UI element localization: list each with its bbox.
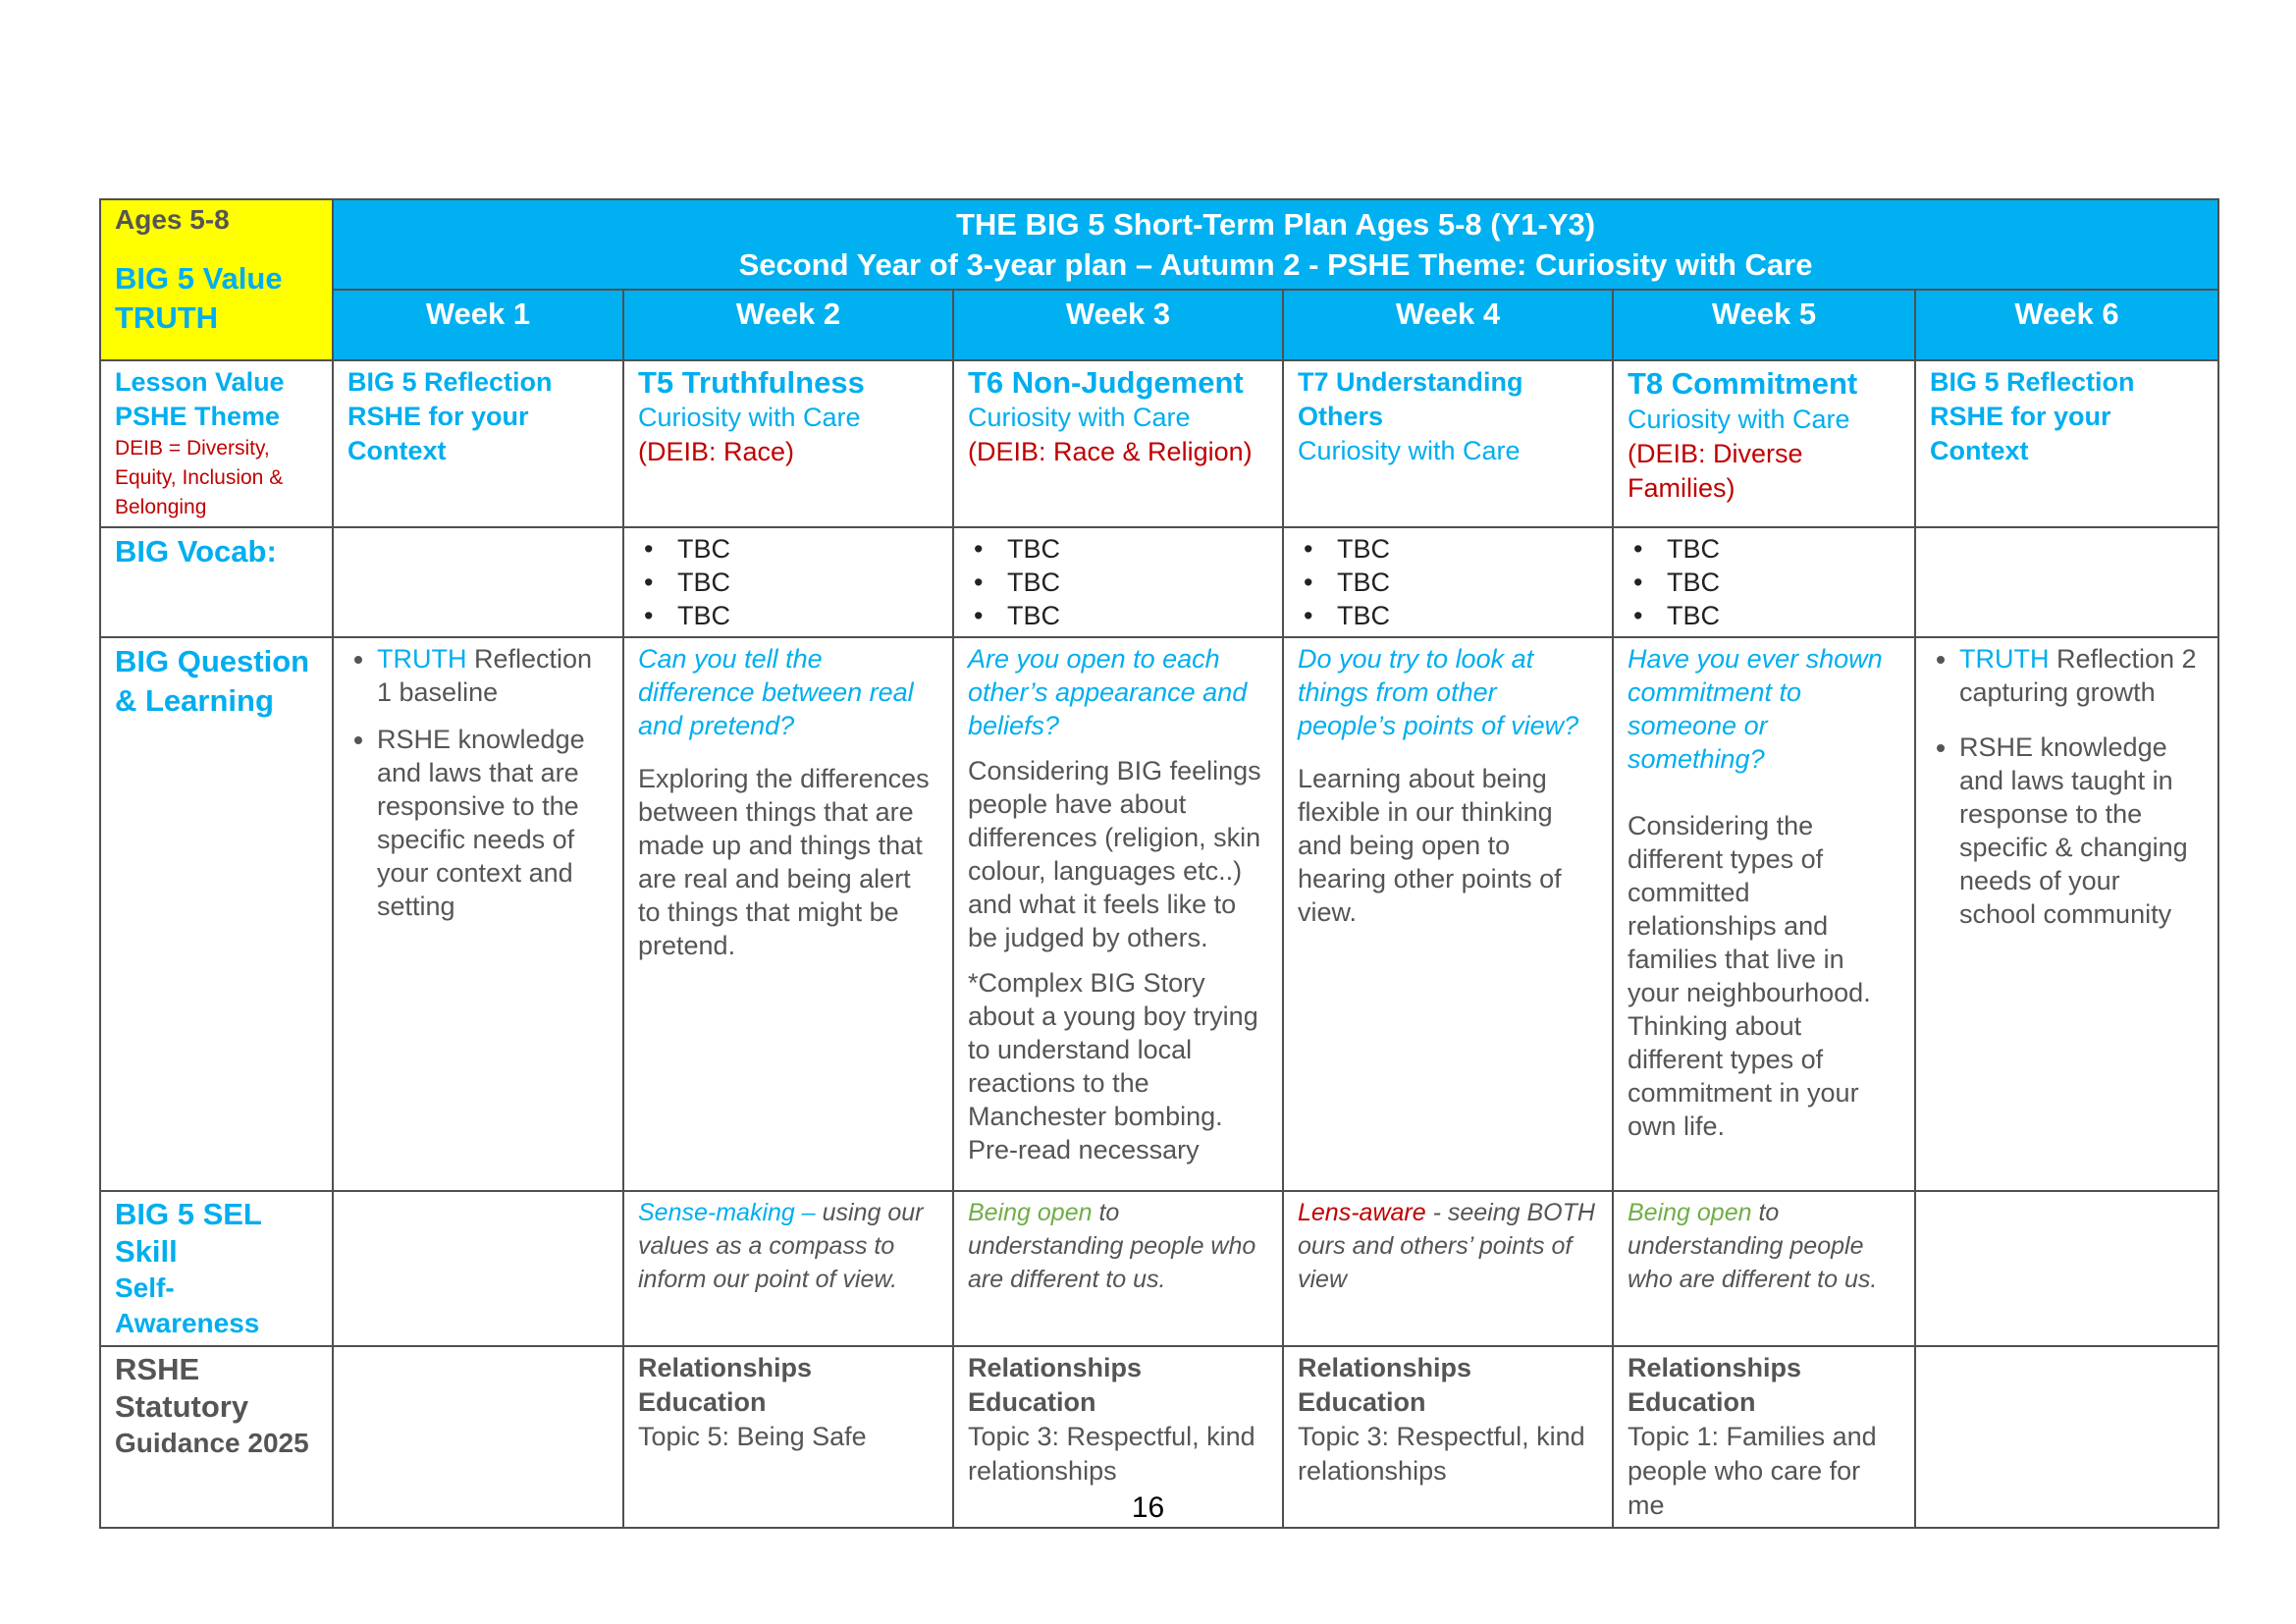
learning-text: Considering the different types of committed relationships and families that live in your neighbourhood. [1628,811,1871,1007]
value-label: BIG 5 Value [115,261,283,296]
week-header-2: Week 2 [623,290,953,360]
big-question: Do you try to look at things from other people’s points of view? [1298,644,1579,740]
learning-text: Exploring the differences between things that are made up and things that are real and being alert to things that might be pretend. [638,764,930,960]
lesson-title: T6 Non-Judgement [968,365,1244,400]
vocab-item: • TBC [1628,532,1900,566]
lesson-deib: (DEIB: Race & Religion) [968,437,1253,466]
lesson-week-4 [1283,360,1613,527]
week-header-1: Week 1 [333,290,623,360]
vocab-week-4 [1283,527,1613,637]
lesson-theme: Curiosity with Care [1628,405,1850,434]
question-week-4 [1283,637,1613,1191]
question-week-5 [1613,637,1915,1191]
big-question: Can you tell the difference between real and pretend? [638,644,914,740]
question-week-2 [623,637,953,1191]
sel-week-2: Sense-making – using our values as a compass to inform our point of view. [623,1191,953,1346]
rshe-heading: Relationships Education [1298,1353,1472,1417]
rshe-topic: Topic 5: Being Safe [638,1422,867,1451]
lesson-week-3 [953,360,1283,527]
ages-label: Ages 5-8 [115,204,230,235]
big-question: Are you open to each other’s appearance and beliefs? [968,644,1248,740]
vocab-item: • TBC [638,566,938,599]
question-bullet: • TRUTH Reflection 1 baseline [377,642,609,709]
rshe-topic: Topic 3: Respectful, kind relationships [968,1422,1255,1486]
lesson-week-1: BIG 5 Reflection RSHE for your Context [333,360,623,527]
learning-text: Thinking about different types of commitment in your own life. [1628,1011,1859,1141]
lesson-theme: Curiosity with Care [968,403,1191,432]
question-week-3 [953,637,1283,1191]
learning-text: Learning about being flexible in our thinking and being open to hearing other points of view. [1298,764,1562,927]
sel-skill-name: Lens-aware [1298,1199,1426,1226]
value-name: TRUTH [115,300,219,335]
lesson-title: T5 Truthfulness [638,365,865,400]
lesson-deib: (DEIB: Diverse Families) [1628,439,1803,503]
learning-text: Considering BIG feelings people have about differences (religion, skin colour, languages etc..) and what it feels like to be judged by others. [968,756,1261,952]
vocab-item: • TBC [968,532,1268,566]
corner-cell [100,199,333,360]
rshe-heading: Relationships Education [968,1353,1143,1417]
rshe-topic: Topic 1: Families and people who care for me [1628,1422,1877,1520]
lesson-week-5 [1613,360,1915,527]
vocab-item: • TBC [968,566,1268,599]
rshe-heading: Education [1628,1387,1756,1417]
question-week-6 [1915,637,2218,1191]
lesson-title: T7 Understanding Others [1298,367,1523,431]
plan-title [333,199,2218,290]
sel-week-5: Being open to understanding people who are different to us. [1613,1191,1915,1346]
row-label-vocab: BIG Vocab: [100,527,333,637]
lesson-value-label: Lesson Value [115,367,285,397]
vocab-week-6 [1915,527,2218,637]
sel-week-1 [333,1191,623,1346]
short-term-plan-table [99,198,2219,1529]
vocab-item: • TBC [1298,532,1598,566]
week-header-4: Week 4 [1283,290,1613,360]
rshe-heading: Relationships [1628,1353,1802,1382]
rshe-heading: Relationships Education [638,1353,813,1417]
question-bullet: • TRUTH Reflection 2 capturing growth [1959,642,2204,709]
vocab-week-3 [953,527,1283,637]
big-question: Have you ever shown commitment to someone or something? [1628,644,1883,774]
sel-skill-name: Sense-making – [638,1199,816,1226]
vocab-item: • TBC [1298,599,1598,632]
row-label-question: BIG Question & Learning [100,637,333,1191]
rshe-topic: Topic 3: Respectful, kind relationships [1298,1422,1585,1486]
lesson-title: T8 Commitment [1628,366,1858,401]
plan-title-line2: Second Year of 3-year plan – Autumn 2 - PSHE Theme: Curiosity with Care [738,247,1813,282]
vocab-item: • TBC [1628,599,1900,632]
pshe-theme-label: PSHE Theme [115,402,281,431]
lesson-theme: Curiosity with Care [638,403,861,432]
question-week-1 [333,637,623,1191]
week-header-3: Week 3 [953,290,1283,360]
sel-week-6 [1915,1191,2218,1346]
row-label-sel: BIG 5 SEL Skill Self-Awareness [100,1191,333,1346]
vocab-item: • TBC [638,532,938,566]
question-bullet: • RSHE knowledge and laws taught in response to the specific & changing needs of your school community [1959,731,2204,931]
lesson-week-6: BIG 5 Reflection RSHE for your Context [1915,360,2218,527]
plan-title-line1: THE BIG 5 Short-Term Plan Ages 5-8 (Y1-Y3) [955,207,1596,242]
lesson-deib: (DEIB: Race) [638,437,795,466]
row-label-rshe: RSHE Statutory Guidance 2025 [100,1346,333,1528]
vocab-week-5 [1613,527,1915,637]
vocab-item: • TBC [968,599,1268,632]
vocab-item: • TBC [638,599,938,632]
vocab-week-2 [623,527,953,637]
page-number: 16 [1131,1491,1165,1524]
vocab-item: • TBC [1628,566,1900,599]
sel-skill-name: Being open [1628,1199,1752,1226]
week-header-5: Week 5 [1613,290,1915,360]
week-header-6: Week 6 [1915,290,2218,360]
sel-week-4: Lens-aware - seeing BOTH ours and others’ points of view [1283,1191,1613,1346]
vocab-week-1 [333,527,623,637]
vocab-item: • TBC [1298,566,1598,599]
deib-definition: DEIB = Diversity, Equity, Inclusion & Belonging [115,437,284,518]
story-note: *Complex BIG Story about a young boy trying to understand local reactions to the Manchester bombing. Pre-read necessary [968,968,1258,1164]
lesson-week-2 [623,360,953,527]
lesson-theme: Curiosity with Care [1298,436,1521,465]
sel-skill-name: Being open [968,1199,1093,1226]
sel-week-3: Being open to understanding people who are different to us. [953,1191,1283,1346]
row-label-lesson [100,360,333,527]
question-bullet: • RSHE knowledge and laws that are responsive to the specific needs of your context and setting [377,723,609,923]
